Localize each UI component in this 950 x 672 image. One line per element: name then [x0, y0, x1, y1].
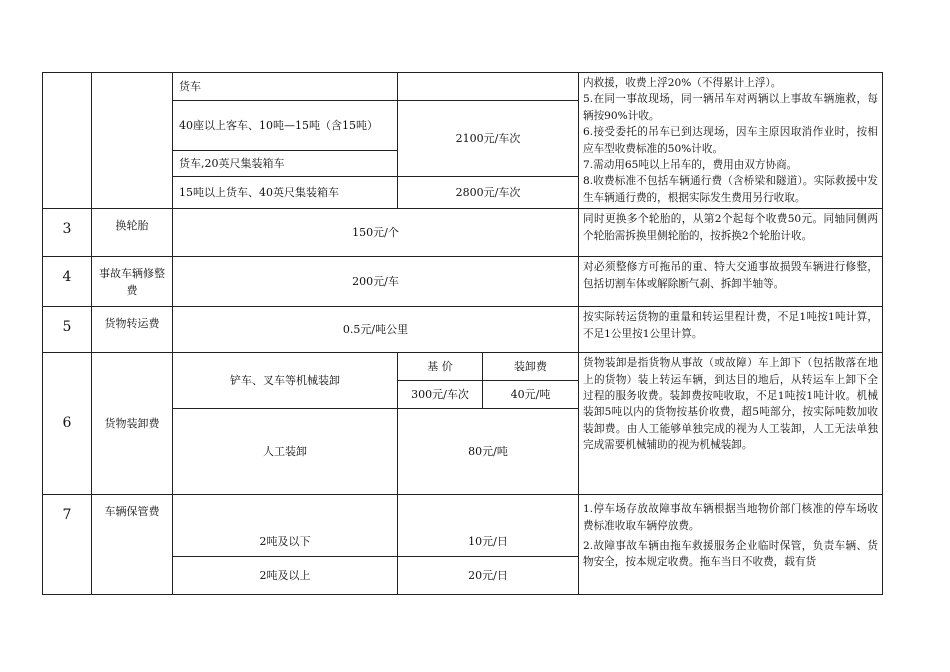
- tow-notes: [579, 73, 883, 209]
- price-cell: 2800元/车次: [398, 177, 579, 209]
- row-number: 7: [43, 495, 92, 595]
- table-row: [43, 307, 883, 353]
- price-cell-empty: [398, 73, 579, 101]
- vehicle-type-cell: 40座以上客车、10吨—15吨（含15吨）: [173, 101, 398, 151]
- item-name: 换轮胎: [92, 209, 173, 257]
- item-note: 按实际转运货物的重量和转运里程计费，不足1吨按1吨计算，不足1公里按1公里计算。: [579, 307, 883, 353]
- table-row: [43, 353, 883, 381]
- price-cell: 80元/吨: [398, 409, 579, 495]
- price-cell: 20元/日: [398, 557, 579, 595]
- note-line: 2.故障事故车辆由拖车救援服务企业临时保管，负责车辆、货物安全，按本规定收费。拖车当日不收费，载有货: [583, 540, 878, 569]
- note-line: 5.在同一事故现场，同一辆吊车对两辆以上事故车辆施救，每辆按90%计收。: [583, 93, 878, 122]
- item-note: 货物装卸是指货物从事故（或故障）车上卸下（包括散落在地上的货物）装上转运车辆，到达目的地后，从转运车上卸下全过程的服务收费。装卸费按吨收取，不足1吨按1吨计收。机械装卸5吨以内的货物按基价收费，超5吨部分，按实际吨数加收装卸费。由人工能够单独完成的视为人工装卸，人工无法单独完成需要机械辅助的视为机械装卸。: [579, 353, 883, 495]
- row-number: 5: [43, 307, 92, 353]
- item-name: 车辆保管费: [92, 495, 173, 595]
- weight-class-cell: 2吨及以下: [173, 495, 398, 557]
- loading-method-cell: 人工装卸: [173, 409, 398, 495]
- base-price-value: 300元/车次: [398, 381, 483, 409]
- price-cell: 0.5元/吨公里: [173, 307, 579, 353]
- price-cell: 150元/个: [173, 209, 579, 257]
- storage-notes: [579, 495, 883, 595]
- item-name: 事故车辆修整费: [92, 257, 173, 307]
- fee-table: [42, 72, 883, 595]
- loading-method-cell: 铲车、叉车等机械装卸: [173, 353, 398, 409]
- row-number: 6: [43, 353, 92, 495]
- loading-fee-header: 装卸费: [483, 353, 579, 381]
- loading-fee-value: 40元/吨: [483, 381, 579, 409]
- price-cell: 10元/日: [398, 495, 579, 557]
- note-line: 6.接受委托的吊车已到达现场，因车主原因取消作业时，按相应车型收费标准的50%计收。: [583, 126, 878, 155]
- price-cell: 200元/车: [173, 257, 579, 307]
- note-line: 8.收费标准不包括车辆通行费（含桥梁和隧道）。实际救援中发生车辆通行费的，根据实际发生费用另行收取。: [583, 175, 878, 204]
- weight-class-cell: 2吨及以上: [173, 557, 398, 595]
- table-row: [43, 257, 883, 307]
- vehicle-type-cell: 货车: [173, 73, 398, 101]
- row-number: 4: [43, 257, 92, 307]
- vehicle-type-cell: 15吨以上货车、40英尺集装箱车: [173, 177, 398, 209]
- table-row: [43, 73, 883, 101]
- vehicle-type-cell: 货车,20英尺集装箱车: [173, 151, 398, 177]
- note-line: 1.停车场存放故障事故车辆根据当地物价部门核准的停车场收费标准收取车辆停放费。: [583, 503, 878, 532]
- table-row: [43, 495, 883, 557]
- cell-name-empty: [92, 73, 173, 209]
- item-name: 货物转运费: [92, 307, 173, 353]
- note-line: 7.需动用65吨以上吊车的，费用由双方协商。: [583, 159, 798, 172]
- table-row: [43, 209, 883, 257]
- price-cell: 2100元/车次: [398, 101, 579, 177]
- item-name: 货物装卸费: [92, 353, 173, 495]
- note-line: 内救援，收费上浮20%（不得累计上浮）。: [583, 77, 782, 89]
- base-price-header: 基 价: [398, 353, 483, 381]
- row-number: 3: [43, 209, 92, 257]
- cell-num-empty: [43, 73, 92, 209]
- item-note: 对必须整修方可拖吊的重、特大交通事故损毁车辆进行修整，包括切割车体或解除断气刹、拆卸半轴等。: [579, 257, 883, 307]
- item-note: 同时更换多个轮胎的，从第2个起每个收费50元。同轴同侧两个轮胎需拆换里侧轮胎的，按拆换2个轮胎计收。: [579, 209, 883, 257]
